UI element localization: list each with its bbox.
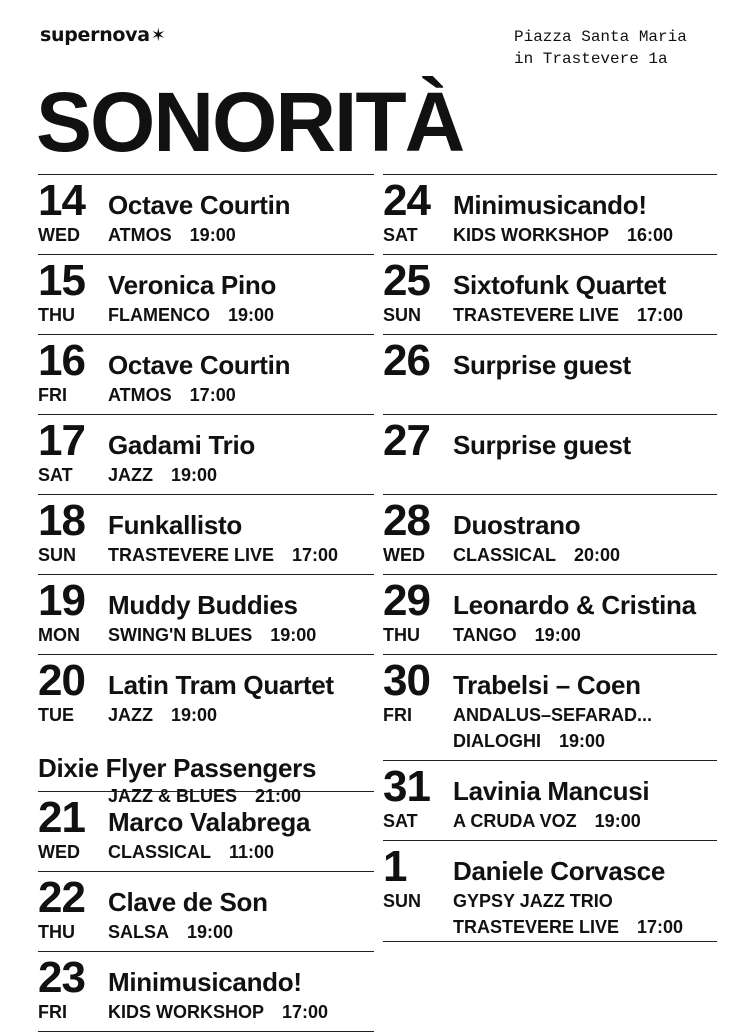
event-entry (38, 494, 374, 574)
event-genre: JAZZ (108, 465, 153, 485)
event-genre: JAZZ & BLUES (108, 786, 238, 806)
venue-address: Piazza Santa Maria in Trastevere 1a (514, 28, 687, 68)
event-weekday: THU (383, 625, 420, 645)
event-weekday: SAT (383, 225, 418, 245)
event-day: 15 (38, 256, 85, 305)
event-genre: KIDS WORKSHOP (108, 1002, 265, 1022)
event-time: 19:00 (187, 922, 234, 942)
event-details (108, 1002, 328, 1022)
event-day: 1 (383, 842, 407, 891)
event-time: 19:00 (594, 811, 641, 831)
event-time: 19:00 (171, 705, 218, 725)
page-title: SONORITÀ (36, 75, 464, 169)
event-genre: TRASTEVERE LIVE (108, 545, 275, 565)
event-entry (38, 951, 374, 1031)
event-genre: TRASTEVERE LIVE (453, 305, 620, 325)
event-details (108, 705, 217, 725)
event-day: 23 (38, 953, 85, 1002)
event-time: 21:00 (255, 786, 302, 806)
event-time: 11:00 (229, 842, 275, 862)
event-genre: ANDALUS–SEFARAD... (453, 705, 653, 725)
event-genre: JAZZ (108, 705, 153, 725)
event-act: Latin Tram Quartet (108, 670, 334, 700)
event-entry (383, 174, 717, 254)
event-entry (383, 414, 717, 494)
event-details (453, 705, 652, 725)
event-act: Clave de Son (108, 887, 268, 917)
event-day: 25 (383, 256, 430, 305)
event-entry (383, 334, 717, 414)
event-act: Lavinia Mancusi (453, 776, 650, 806)
event-act: Surprise guest (453, 350, 631, 380)
event-time: 19:00 (189, 225, 236, 245)
event-act: Marco Valabrega (108, 807, 311, 837)
event-details (108, 545, 338, 565)
event-entry (38, 414, 374, 494)
event-day: 21 (38, 793, 85, 842)
event-details (108, 625, 316, 645)
event-weekday: WED (38, 842, 80, 862)
event-weekday: SAT (38, 465, 73, 485)
event-details (453, 811, 641, 831)
event-day: 14 (38, 176, 85, 225)
event-genre: SALSA (108, 922, 170, 942)
event-act: Trabelsi – Coen (453, 670, 641, 700)
event-genre: FLAMENCO (108, 305, 210, 325)
event-day: 22 (38, 873, 85, 922)
event-act: Octave Courtin (108, 190, 291, 220)
event-act: Funkallisto (108, 510, 242, 540)
event-day: 24 (383, 176, 430, 225)
event-time: 17:00 (282, 1002, 329, 1022)
event-entry (38, 254, 374, 334)
event-details (453, 225, 673, 245)
event-day: 29 (383, 576, 430, 625)
event-weekday: FRI (383, 705, 412, 725)
event-weekday: SUN (383, 891, 422, 911)
event-act: Surprise guest (453, 430, 631, 460)
event-time: 16:00 (627, 225, 674, 245)
event-details (453, 731, 605, 751)
event-act: Veronica Pino (108, 270, 277, 300)
logo (40, 24, 166, 46)
event-entry (38, 334, 374, 414)
event-weekday: WED (383, 545, 425, 565)
event-entry (383, 840, 717, 941)
event-details (108, 465, 217, 485)
event-day: 31 (383, 762, 430, 811)
event-act: Duostrano (453, 510, 581, 540)
schedule-column-left (38, 174, 374, 1032)
event-genre: TANGO (453, 625, 517, 645)
event-genre: SWING'N BLUES (108, 625, 253, 645)
logo-text: supernova (40, 24, 150, 46)
event-genre: ATMOS (108, 385, 172, 405)
event-details (453, 625, 581, 645)
event-time: 20:00 (574, 545, 621, 565)
event-details (453, 917, 683, 937)
event-time: 19:00 (559, 731, 606, 751)
event-day: 19 (38, 576, 85, 625)
event-day: 27 (383, 416, 430, 465)
event-day: 28 (383, 496, 430, 545)
event-details (108, 842, 274, 862)
event-entry (383, 654, 717, 760)
event-act: Muddy Buddies (108, 590, 298, 620)
event-second-act: Dixie Flyer Passengers (38, 753, 317, 783)
event-weekday: TUE (38, 705, 74, 725)
event-entry (383, 760, 717, 840)
event-entry (383, 574, 717, 654)
event-weekday: MON (38, 625, 80, 645)
event-day: 26 (383, 336, 430, 385)
star-icon: ✶ (150, 25, 166, 46)
event-details (453, 891, 613, 911)
event-genre: DIALOGHI (453, 731, 541, 751)
event-genre: CLASSICAL (108, 842, 211, 862)
event-weekday: SUN (383, 305, 422, 325)
event-time: 19:00 (228, 305, 275, 325)
event-act: Minimusicando! (108, 967, 302, 997)
event-weekday: SAT (383, 811, 418, 831)
event-act: Octave Courtin (108, 350, 291, 380)
event-time: 17:00 (637, 917, 684, 937)
event-time: 19:00 (270, 625, 317, 645)
event-entry (38, 791, 374, 871)
event-act: Gadami Trio (108, 430, 255, 460)
event-time: 17:00 (189, 385, 236, 405)
event-entry (38, 654, 374, 806)
event-genre: GYPSY JAZZ TRIO (453, 891, 613, 911)
event-entry (38, 574, 374, 654)
event-time: 19:00 (534, 625, 581, 645)
event-details (453, 545, 620, 565)
event-genre: A CRUDA VOZ (453, 811, 577, 831)
event-day: 16 (38, 336, 85, 385)
schedule-column-right (383, 174, 717, 942)
event-weekday: THU (38, 305, 75, 325)
event-time: 17:00 (292, 545, 339, 565)
event-act: Sixtofunk Quartet (453, 270, 667, 300)
event-genre: CLASSICAL (453, 545, 556, 565)
event-genre: TRASTEVERE LIVE (453, 917, 620, 937)
event-details (108, 305, 274, 325)
event-details (453, 305, 683, 325)
event-genre: KIDS WORKSHOP (453, 225, 610, 245)
event-weekday: FRI (38, 385, 67, 405)
event-weekday: WED (38, 225, 80, 245)
column-bottom-rule (383, 941, 717, 942)
event-details (108, 225, 236, 245)
event-act: Leonardo & Cristina (453, 590, 696, 620)
event-day: 30 (383, 656, 430, 705)
event-weekday: THU (38, 922, 75, 942)
event-act: Minimusicando! (453, 190, 647, 220)
event-entry (383, 494, 717, 574)
event-day: 20 (38, 656, 85, 705)
event-genre: ATMOS (108, 225, 172, 245)
event-time: 19:00 (171, 465, 218, 485)
event-details (108, 385, 236, 405)
event-entry (38, 174, 374, 254)
event-day: 17 (38, 416, 85, 465)
event-details (108, 922, 233, 942)
event-day: 18 (38, 496, 85, 545)
event-weekday: SUN (38, 545, 77, 565)
event-weekday: FRI (38, 1002, 67, 1022)
event-entry (38, 871, 374, 951)
event-act: Daniele Corvasce (453, 856, 665, 886)
event-entry (383, 254, 717, 334)
event-time: 17:00 (637, 305, 684, 325)
